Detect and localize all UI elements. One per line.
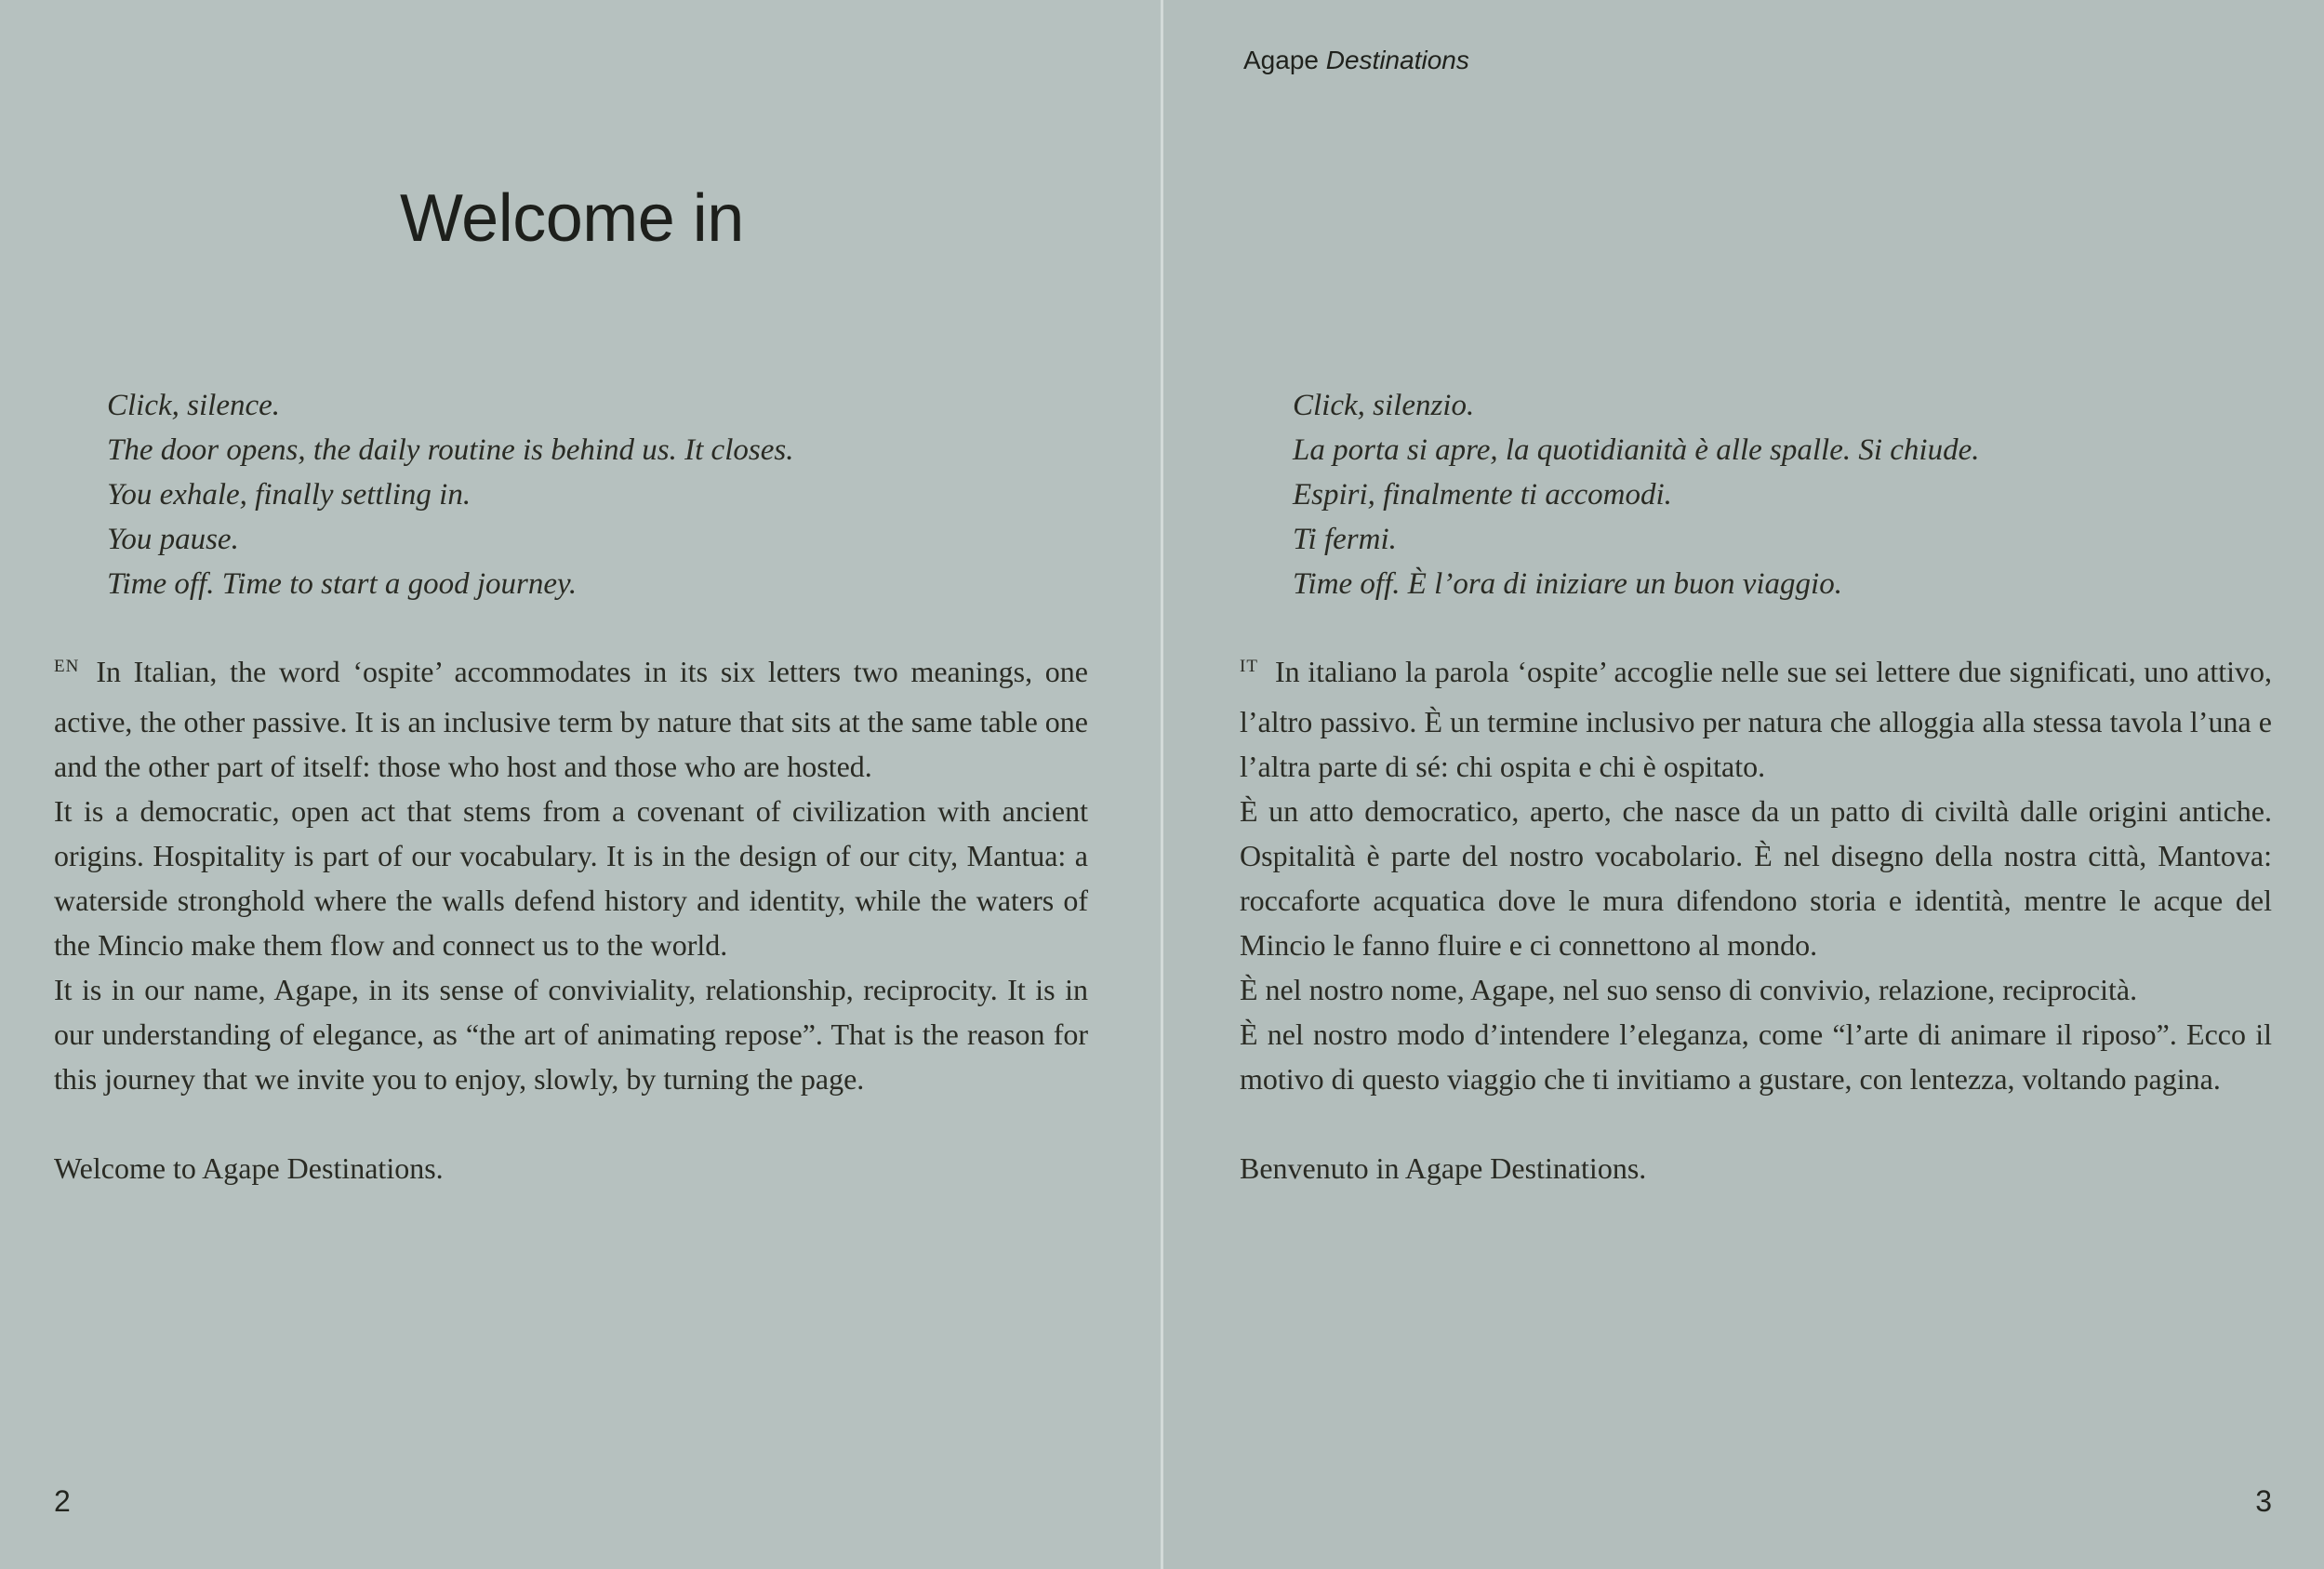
body-text-italian	[1240, 649, 2272, 1190]
brand-name: Agape	[1243, 46, 1319, 74]
page-seam-divider	[1161, 0, 1163, 1569]
running-header	[1243, 47, 1469, 75]
body-text-english	[54, 649, 1088, 1190]
poem-line: Ti fermi.	[1293, 523, 1397, 556]
language-tag-en: EN	[54, 657, 80, 676]
page-number-right: 3	[2255, 1484, 2272, 1518]
paragraph: È un atto democratico, aperto, che nasce da un patto di civiltà dalle origini antiche. Ospitalità è parte del nostro vocabolario. È nel disegno della nostra città, Mantova: roccaforte acquatica dove le mura difendono storia e identità, mentre le acque del Mincio le fanno fluire e ci connettono al mondo.	[1240, 794, 2272, 962]
poem-line: Espiri, finalmente ti accomodi.	[1293, 478, 1672, 512]
brand-suffix: Destinations	[1325, 46, 1469, 74]
poem-line: You exhale, finally settling in.	[107, 478, 471, 512]
poem-line: Click, silenzio.	[1293, 389, 1475, 422]
paragraph: È nel nostro modo d’intendere l’eleganza, come “l’arte di animare il riposo”. Ecco il motivo di questo viaggio che ti invitiamo a gustare, con lentezza, voltando pagina.	[1240, 1017, 2272, 1096]
closing-line-english: Welcome to Agape Destinations.	[54, 1151, 444, 1185]
poem-line: Time off. È l’ora di iniziare un buon viaggio.	[1293, 567, 1842, 601]
paragraph-text: In italiano la parola ‘ospite’ accoglie nelle sue sei lettere due significati, uno attivo, l’altro passivo. È un termine inclusivo per natura che alloggia alla stessa tavola l’una e l’altra parte di sé: chi ospita e chi è ospitato.	[1240, 655, 2272, 783]
page-number-left: 2	[54, 1484, 71, 1518]
paragraph: It is in our name, Agape, in its sense of conviviality, relationship, reciprocity. It is in our understanding of elegance, as “the art of animating repose”. That is the reason for this journey that we invite you to enjoy, slowly, by turning the page.	[54, 973, 1088, 1096]
paragraph: È nel nostro nome, Agape, nel suo senso di convivio, relazione, reciprocità.	[1240, 973, 2138, 1006]
poem-english	[107, 383, 793, 606]
paragraph	[54, 649, 1088, 789]
poem-line: Time off. Time to start a good journey.	[107, 567, 578, 601]
poem-line: La porta si apre, la quotidianità è alle spalle. Si chiude.	[1293, 433, 1980, 467]
language-tag-it: IT	[1240, 657, 1258, 676]
paragraph: It is a democratic, open act that stems from a covenant of civilization with ancient origins. Hospitality is part of our vocabulary. It is in the design of our city, Mantua: a waterside stronghold where the walls defend history and identity, while the waters of the Mincio make them flow and connect us to the world.	[54, 794, 1088, 962]
poem-italian	[1293, 383, 1980, 606]
page-title: Welcome in	[400, 181, 744, 256]
paragraph	[1240, 649, 2272, 789]
poem-line: Click, silence.	[107, 389, 281, 422]
closing-line-italian: Benvenuto in Agape Destinations.	[1240, 1151, 1647, 1185]
poem-line: You pause.	[107, 523, 239, 556]
page-right	[1162, 0, 2324, 1569]
paragraph-text: In Italian, the word ‘ospite’ accommodates in its six letters two meanings, one active, the other passive. It is an inclusive term by nature that sits at the same table one and the other part of itself: those who host and those who are hosted.	[54, 655, 1088, 783]
poem-line: The door opens, the daily routine is behind us. It closes.	[107, 433, 794, 467]
